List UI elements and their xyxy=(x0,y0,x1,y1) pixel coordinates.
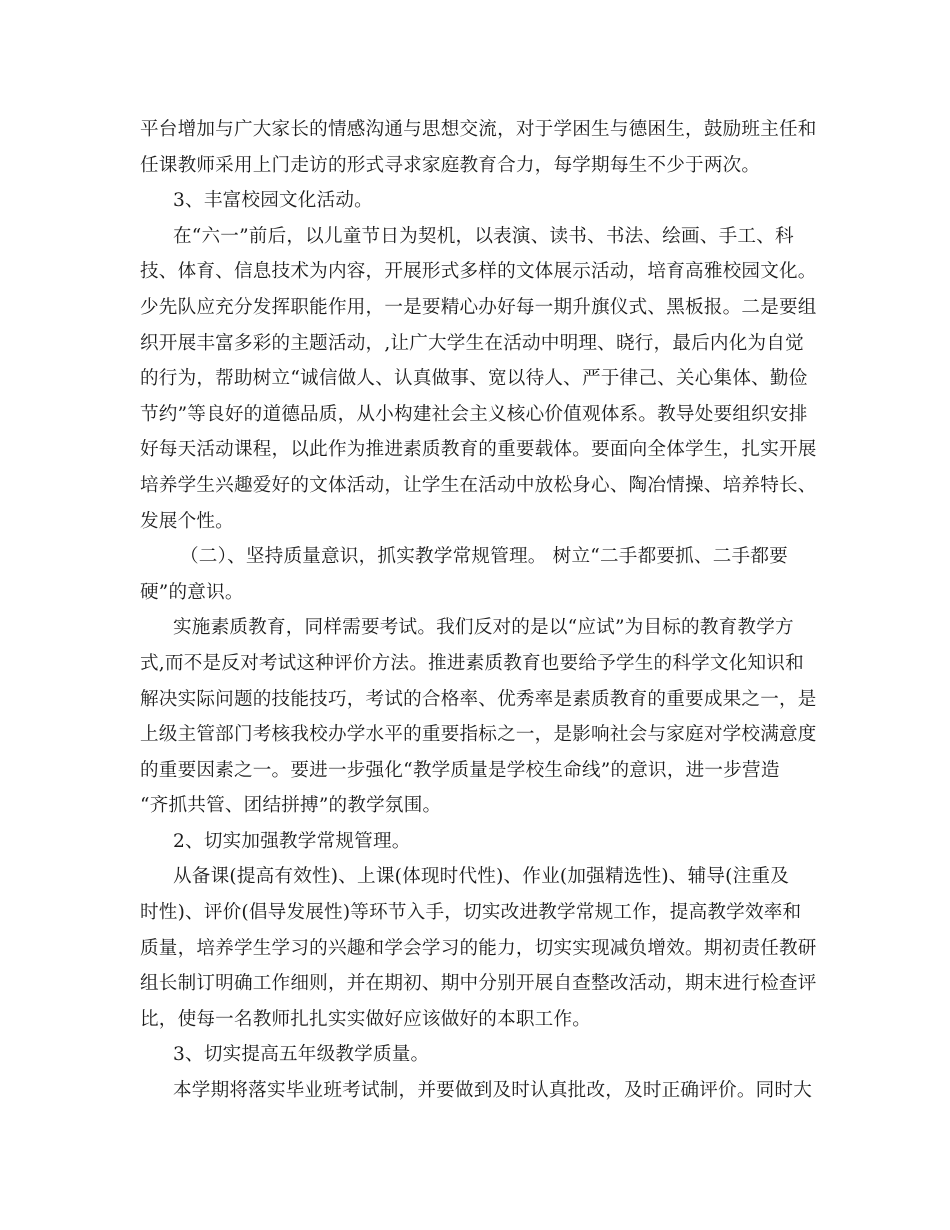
text-line: 质量，培养学生学习的兴趣和学会学习的能力，切实实现减负增效。期初责任教研 xyxy=(140,937,817,959)
text-line: 式,而不是反对考试这种评价方法。推进素质教育也要给予学生的科学文化知识和 xyxy=(140,652,804,674)
text-line: 3、切实提高五年级教学质量。 xyxy=(173,1044,430,1066)
paragraph-h2b xyxy=(140,824,812,860)
paragraph-p2 xyxy=(140,219,817,539)
text-line: 少先队应充分发挥职能作用，一是要精心办好每一期升旗仪式、黑板报。二是要组 xyxy=(140,296,817,318)
document-page xyxy=(140,112,817,1109)
text-line: 平台增加与广大家长的情感沟通与思想交流，对于学困生与德困生，鼓励班主任和 xyxy=(140,119,817,140)
text-line: 技、体育、信息技术为内容，开展形式多样的文体展示活动，培育高雅校园文化。 xyxy=(140,261,817,283)
text-line: 发展个性。 xyxy=(140,510,234,532)
text-line: 好每天活动课程，以此作为推进素质教育的重要载体。要面向全体学生，扎实开展 xyxy=(140,439,817,461)
text-line: 任课教师采用上门走访的形式寻求家庭教育合力，每学期每生不少于两次。 xyxy=(140,154,761,176)
text-line: 的重要因素之一。要进一步强化“教学质量是学校生命线”的意识，进一步营造 xyxy=(140,759,780,781)
text-line: 培养学生兴趣爱好的文体活动，让学生在活动中放松身心、陶冶情操、培养特长、 xyxy=(140,474,817,496)
text-line: 时性)、评价(倡导发展性)等环节入手，切实改进教学常规工作，提高教学效率和 xyxy=(140,902,802,924)
text-line: 比，使每一名教师扎扎实实做好应该做好的本职工作。 xyxy=(140,1008,592,1030)
paragraph-h3 xyxy=(140,183,812,219)
text-line: 上级主管部门考核我校办学水平的重要指标之一，是影响社会与家庭对学校满意度 xyxy=(140,724,817,746)
text-line: 从备课(提高有效性)、上课(体现时代性)、作业(加强精选性)、辅导(注重及 xyxy=(173,866,789,888)
text-line: 2、切实加强教学常规管理。 xyxy=(173,830,411,852)
text-line: 硬”的意识。 xyxy=(140,581,244,603)
paragraph-h2 xyxy=(140,539,812,610)
text-line: 在“六一”前后，以儿童节日为契机，以表演、读书、书法、绘画、手工、科 xyxy=(173,225,794,247)
paragraph-p1 xyxy=(140,112,817,183)
text-line: “齐抓共管、团结拼搏”的教学氛围。 xyxy=(140,795,442,817)
paragraph-h3b xyxy=(140,1037,812,1073)
text-line: 解决实际问题的技能技巧，考试的合格率、优秀率是素质教育的重要成果之一，是 xyxy=(140,688,817,710)
text-line: 织开展丰富多彩的主题活动，,让广大学生在活动中明理、晓行，最后内化为自觉 xyxy=(140,332,804,354)
paragraph-p5 xyxy=(140,1073,812,1109)
text-line: 3、丰富校园文化活动。 xyxy=(173,190,373,212)
body-text xyxy=(140,112,817,1109)
text-line: 本学期将落实毕业班考试制，并要做到及时认真批改，及时正确评价。同时大 xyxy=(173,1080,812,1102)
text-line: 节约”等良好的道德品质，从小构建社会主义核心价值观体系。教导处要组织安排 xyxy=(140,403,808,425)
text-line: 实施素质教育，同样需要考试。我们反对的是以“应试”为目标的教育教学方 xyxy=(173,617,794,639)
text-line: 组长制订明确工作细则，并在期初、期中分别开展自查整改活动，期末进行检查评 xyxy=(140,973,817,995)
text-line: 的行为，帮助树立“诚信做人、认真做事、宽以待人、严于律己、关心集体、勤俭 xyxy=(140,368,808,390)
paragraph-p4 xyxy=(140,859,817,1037)
paragraph-p3 xyxy=(140,610,817,824)
text-line: （二）、坚持质量意识，抓实教学常规管理。 树立“二手都要抓、二手都要 xyxy=(180,546,788,568)
